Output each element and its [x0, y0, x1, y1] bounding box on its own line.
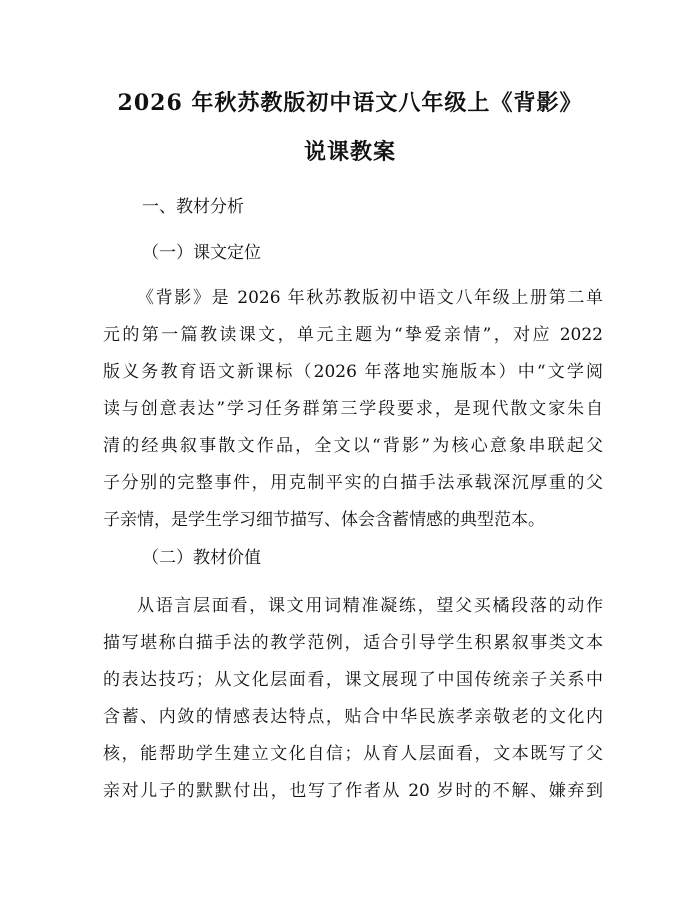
paragraph-line: 清的经典叙事散文作品，全文以“背影”为核心意象串联起父 — [103, 436, 603, 456]
paragraph-line: 含蓄、内敛的情感表达特点，贴合中华民族孝亲敬老的文化内 — [103, 707, 603, 727]
section-heading-textbook-analysis: 一、教材分析 — [142, 197, 244, 217]
document-title: 2026 年秋苏教版初中语文八年级上《背影》 — [117, 90, 583, 116]
paragraph-line: 从语言层面看，课文用词精准凝练，望父买橘段落的动作 — [137, 596, 603, 616]
document-subtitle: 说课教案 — [303, 139, 396, 165]
paragraph-text-position — [103, 280, 603, 539]
paragraph-line: 亲对儿子的默默付出，也写了作者从 20 岁时的不解、嫌弃到 — [103, 781, 603, 801]
paragraph-line: 版义务教育语文新课标（2026 年落地实施版本）中“文学阅 — [103, 362, 603, 382]
paragraph-line: 读与创意表达”学习任务群第三学段要求，是现代散文家朱自 — [103, 399, 603, 419]
paragraph-line: 的表达技巧；从文化层面看，课文展现了中国传统亲子关系中 — [103, 670, 603, 690]
paragraph-line: 核，能帮助学生建立文化自信；从育人层面看，文本既写了父 — [103, 744, 603, 764]
paragraph-line: 子亲情，是学生学习细节描写、体会含蓄情感的典型范本。 — [103, 510, 545, 530]
paragraph-textbook-value — [103, 588, 603, 810]
paragraph-line: 子分别的完整事件，用克制平实的白描手法承载深沉厚重的父 — [103, 473, 603, 493]
paragraph-line: 《背影》是 2026 年秋苏教版初中语文八年级上册第二单 — [137, 288, 603, 308]
subsection-heading-textbook-value: （二）教材价值 — [142, 548, 261, 568]
subsection-heading-text-position: （一）课文定位 — [142, 243, 261, 263]
paragraph-line: 描写堪称白描手法的教学范例，适合引导学生积累叙事类文本 — [103, 633, 603, 653]
paragraph-line: 元的第一篇教读课文，单元主题为“挚爱亲情”，对应 2022 — [103, 325, 603, 345]
